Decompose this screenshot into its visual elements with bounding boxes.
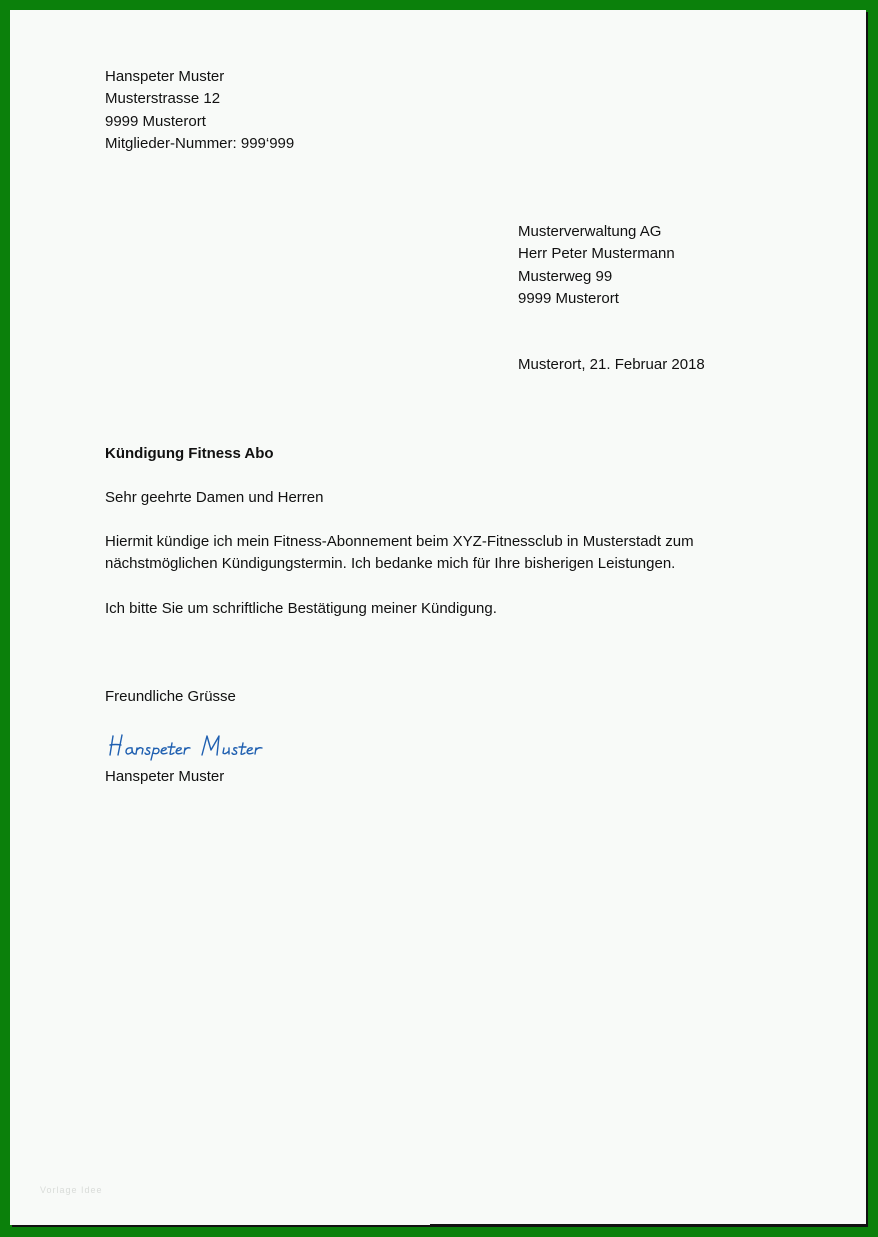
sender-street: Musterstrasse 12 bbox=[105, 90, 221, 108]
recipient-street: Musterweg 99 bbox=[518, 267, 613, 285]
body-paragraph-1 bbox=[105, 531, 694, 576]
watermark: Vorlage Idee bbox=[40, 1185, 103, 1195]
closing: Freundliche Grüsse bbox=[105, 688, 236, 705]
recipient-company: Musterverwaltung AG bbox=[518, 223, 662, 240]
date-line: Musterort, 21. Februar 2018 bbox=[518, 356, 705, 373]
salutation: Sehr geehrte Damen und Herren bbox=[105, 489, 324, 506]
recipient-contact: Herr Peter Mustermann bbox=[518, 245, 675, 263]
body-paragraph-1-line-1: Hiermit kündige ich mein Fitness-Abonnement beim XYZ-Fitnessclub in Musterstadt zum bbox=[105, 533, 694, 550]
signer-name: Hanspeter Muster bbox=[105, 768, 225, 785]
body-paragraph-1-line-2: nächstmöglichen Kündigungstermin. Ich bedanke mich für Ihre bisherigen Leistungen. bbox=[105, 555, 676, 573]
sender-name: Hanspeter Muster bbox=[105, 68, 225, 85]
sender-address-block bbox=[105, 66, 294, 155]
handwritten-signature bbox=[107, 728, 297, 762]
body-paragraph-2: Ich bitte Sie um schriftliche Bestätigung meiner Kündigung. bbox=[105, 600, 497, 617]
recipient-city: 9999 Musterort bbox=[518, 289, 619, 307]
sender-member-number: Mitglieder-Nummer: 999‘999 bbox=[105, 134, 295, 152]
page-shadow-bar bbox=[430, 1224, 868, 1226]
sender-city: 9999 Musterort bbox=[105, 112, 206, 130]
letter-subject: Kündigung Fitness Abo bbox=[105, 445, 274, 462]
recipient-address-block bbox=[518, 221, 675, 310]
letter-page bbox=[10, 10, 866, 1225]
